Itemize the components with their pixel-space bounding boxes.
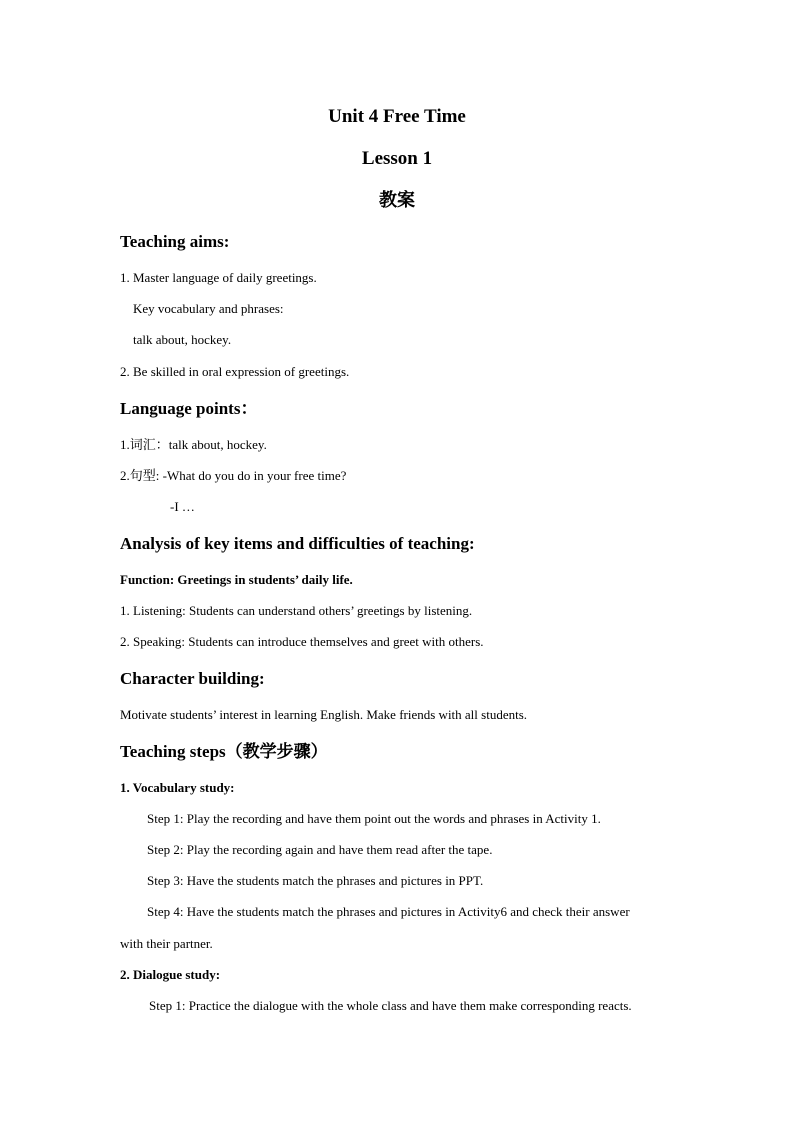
vocab-step-4-line-1: Step 4: Have the students match the phrases and pictures in Activity6 and check their answer — [147, 904, 630, 919]
language-points-heading: Language points： — [120, 399, 258, 418]
language-pattern-answer: -I … — [170, 499, 195, 514]
analysis-listening: 1. Listening: Students can understand others’ greetings by listening. — [120, 603, 473, 618]
aim-vocab-label: Key vocabulary and phrases: — [133, 301, 284, 316]
plan-label: 教案 — [379, 190, 415, 211]
vocabulary-study-heading: 1. Vocabulary study: — [120, 780, 235, 795]
analysis-function: Function: Greetings in students’ daily life. — [120, 572, 353, 587]
language-vocab: 1.词汇：talk about, hockey. — [120, 437, 267, 452]
language-pattern-question: 2.句型: -What do you do in your free time? — [120, 468, 347, 483]
analysis-speaking: 2. Speaking: Students can introduce themselves and greet with others. — [120, 634, 484, 649]
lesson-title: Lesson 1 — [361, 148, 433, 169]
aim-item-2: 2. Be skilled in oral expression of greetings. — [120, 364, 350, 379]
teaching-aims-heading: Teaching aims: — [120, 232, 230, 251]
vocab-step-2: Step 2: Play the recording again and have them read after the tape. — [147, 842, 493, 857]
analysis-heading: Analysis of key items and difficulties of teaching: — [120, 534, 475, 553]
character-building-text: Motivate students’ interest in learning English. Make friends with all students. — [120, 707, 528, 722]
dialogue-step-1: Step 1: Practice the dialogue with the whole class and have them make corresponding reacts. — [149, 998, 632, 1013]
vocab-step-3: Step 3: Have the students match the phrases and pictures in PPT. — [147, 873, 484, 888]
unit-title: Unit 4 Free Time — [328, 106, 466, 127]
aim-vocab-words: talk about, hockey. — [133, 332, 232, 347]
teaching-steps-heading: Teaching steps（教学步骤） — [120, 742, 328, 761]
dialogue-study-heading: 2. Dialogue study: — [120, 967, 221, 982]
vocab-step-1: Step 1: Play the recording and have them point out the words and phrases in Activity 1. — [147, 811, 601, 826]
aim-item-1: 1. Master language of daily greetings. — [120, 270, 317, 285]
vocab-step-4-line-2: with their partner. — [120, 936, 213, 951]
character-building-heading: Character building: — [120, 669, 265, 688]
